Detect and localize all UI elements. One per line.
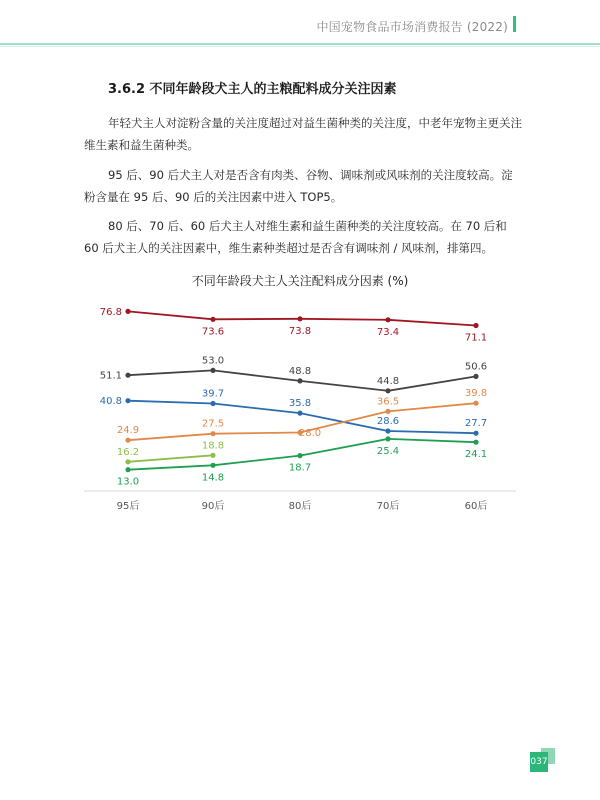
data-label: 73.8 bbox=[288, 325, 312, 337]
report-header-title: 中国宠物食品市场消费报告 (2022) bbox=[316, 20, 508, 34]
data-point bbox=[297, 453, 302, 458]
x-tick-label: 90后 bbox=[201, 501, 225, 512]
data-label: 51.1 bbox=[99, 370, 122, 382]
data-label: 50.6 bbox=[464, 361, 488, 373]
data-point bbox=[385, 428, 390, 433]
data-point bbox=[385, 436, 390, 441]
data-label: 39.7 bbox=[201, 388, 225, 400]
data-label: 18.8 bbox=[201, 440, 225, 452]
data-label: 24.9 bbox=[116, 425, 140, 437]
data-label: 73.4 bbox=[376, 326, 400, 338]
data-point bbox=[125, 467, 130, 472]
data-label: 73.6 bbox=[201, 326, 225, 338]
paragraph-3: 80 后、70 后、60 后犬主人对维生素和益生菌种类的关注度较高。在 70 后和 60 后犬主人的关注因素中，维生素种类超过是否含有调味剂 / 风味剂，排第四。 bbox=[84, 219, 507, 255]
data-point bbox=[125, 438, 130, 443]
page-number: 037 bbox=[530, 752, 548, 772]
data-label: 24.1 bbox=[464, 449, 488, 461]
data-point bbox=[210, 401, 215, 406]
data-label: 48.8 bbox=[288, 365, 312, 377]
x-tick-label: 60后 bbox=[464, 501, 488, 512]
data-point bbox=[210, 368, 215, 373]
series-line-4 bbox=[128, 455, 213, 462]
data-point bbox=[125, 398, 130, 403]
data-point bbox=[210, 317, 215, 322]
data-label: 14.8 bbox=[201, 472, 225, 484]
data-point bbox=[125, 309, 130, 314]
data-point bbox=[473, 401, 478, 406]
data-point bbox=[385, 388, 390, 393]
data-label: 35.8 bbox=[288, 398, 312, 410]
data-label: 27.7 bbox=[464, 418, 488, 430]
x-tick-label: 80后 bbox=[288, 501, 312, 512]
data-label: 16.2 bbox=[116, 446, 140, 458]
x-tick-label: 95后 bbox=[116, 501, 140, 512]
section-title: 3.6.2 不同年龄段犬主人的主粮配料成分关注因素 bbox=[108, 82, 397, 97]
data-point bbox=[125, 373, 130, 378]
data-label: 40.8 bbox=[99, 396, 122, 408]
data-point bbox=[125, 459, 130, 464]
data-point bbox=[297, 411, 302, 416]
data-point bbox=[385, 409, 390, 414]
data-point bbox=[210, 463, 215, 468]
header-divider bbox=[0, 43, 600, 45]
data-label: 13.0 bbox=[116, 476, 140, 488]
x-tick-label: 70后 bbox=[376, 501, 400, 512]
data-point bbox=[297, 378, 302, 383]
data-point bbox=[473, 323, 478, 328]
data-label: 36.5 bbox=[376, 396, 400, 408]
data-label: 39.8 bbox=[464, 388, 488, 400]
data-label: 25.4 bbox=[376, 445, 400, 457]
paragraph-1: 年轻犬主人对淀粉含量的关注度超过对益生菌种类的关注度，中老年宠物主更关注维生素和益生菌种类。 bbox=[84, 116, 522, 152]
data-label: 27.5 bbox=[201, 418, 225, 430]
data-label: 18.7 bbox=[288, 462, 312, 474]
data-label: 44.8 bbox=[376, 375, 400, 387]
data-point bbox=[473, 440, 478, 445]
data-label: 28.6 bbox=[376, 416, 400, 427]
chart-title: 不同年龄段犬主人关注配料成分因素 (%) bbox=[191, 274, 409, 288]
data-point bbox=[385, 317, 390, 322]
data-label: 53.0 bbox=[201, 355, 225, 367]
data-point bbox=[210, 431, 215, 436]
line-chart bbox=[0, 290, 600, 530]
header-accent-bar bbox=[513, 16, 516, 32]
paragraph-2: 95 后、90 后犬主人对是否含有肉类、谷物、调味剂或风味剂的关注度较高。淀粉含量在 95 后、90 后的关注因素中进入 TOP5。 bbox=[84, 168, 513, 204]
header-divider-shadow bbox=[0, 46, 600, 47]
data-label: 71.1 bbox=[464, 332, 488, 344]
data-label: 76.8 bbox=[99, 306, 122, 318]
data-label: 28.0 bbox=[298, 428, 322, 439]
data-point bbox=[297, 316, 302, 321]
data-point bbox=[473, 431, 478, 436]
data-point bbox=[473, 374, 478, 379]
data-point bbox=[210, 453, 215, 458]
